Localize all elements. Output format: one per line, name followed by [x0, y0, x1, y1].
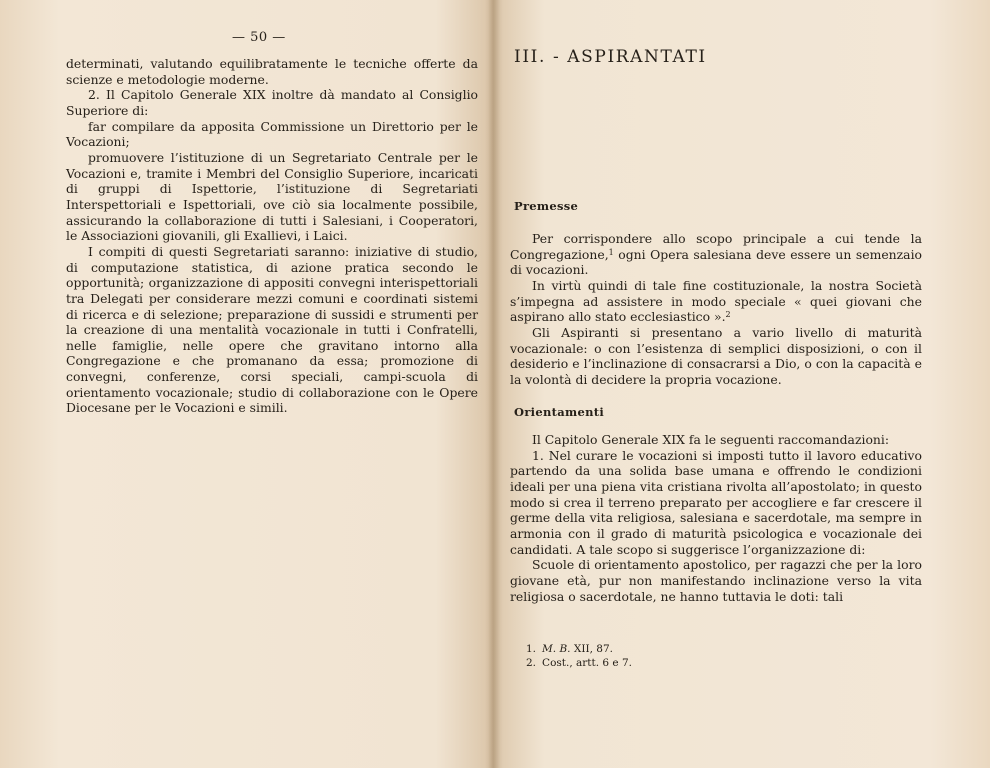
paragraph: I compiti di questi Segretariati saranno: iniziative di studio, di computazione statistica, di azione pratica secondo le opportunità; organizzazione di appositi convegni interispettoriali tra Delegati per considerare mezzi comuni e coordinati sistemi di ricerca e di selezione; preparazione di sussidi e strumenti per la creazione di una mentalità vocazionale in tutti i Confratelli, nelle famiglie, nelle opere che gravitano intorno alla Congregazione e che promanano da essa; promozione di convegni, conferenze, corsi speciali, campi-scuola di orientamento vocazionale; studio di collaborazione con le Opere Diocesane per le Vocazioni e simili.: [66, 243, 478, 416]
premesse-section: [510, 231, 922, 388]
chapter-title: III. - ASPIRANTATI: [514, 47, 707, 67]
text: In virtù quindi di tale fine costituzionale, la nostra Società s’impegna ad assistere in modo speciale « quei giovani che aspirano allo stato ecclesiastico ».: [510, 277, 922, 325]
footnote-number: 1.: [526, 643, 537, 655]
right-page: [496, 0, 990, 768]
text: Per corrispondere allo scopo principale a cui tende la Congregazione,: [510, 231, 922, 262]
footnote-text: XII, 87.: [570, 643, 613, 655]
paragraph: [510, 231, 922, 278]
paragraph: [510, 278, 922, 325]
section-heading-premesse: Premesse: [514, 199, 579, 213]
footnote: [526, 642, 632, 656]
footnote-text: Cost., artt. 6 e 7.: [542, 657, 632, 669]
footnotes: [526, 642, 632, 670]
section-heading-orientamenti: Orientamenti: [514, 405, 605, 419]
page-number: — 50 —: [232, 30, 286, 45]
paragraph: Il Capitolo Generale XIX fa le seguenti raccomandazioni:: [532, 432, 890, 447]
left-page-body: [66, 56, 478, 416]
footnote-ref: 2: [725, 310, 731, 320]
paragraph: 2. Il Capitolo Generale XIX inoltre dà mandato al Consiglio Superiore di:: [66, 87, 478, 118]
footnote: [526, 656, 632, 670]
paragraph: determinati, valutando equilibratamente le tecniche offerte da scienze e metodologie moderne.: [66, 56, 478, 87]
left-page: [0, 0, 494, 768]
footnote-number: 2.: [526, 657, 537, 669]
paragraph: Gli Aspiranti si presentano a vario livello di maturità vocazionale: o con l’esistenza di semplici disposizioni, o con il desiderio e l’inclinazione di consacrarsi a Dio, o con la capacità e la volontà di decidere la propria vocazione.: [510, 324, 922, 387]
orientamenti-section: [510, 432, 922, 604]
paragraph: 1. Nel curare le vocazioni si imposti tutto il lavoro educativo partendo da una solida base umana e offrendo le condizioni ideali per una piena vita cristiana rivolta all’apostolato; in questo modo si crea il terreno preparato per accogliere e far crescere il germe della vita religiosa, salesiana e sacerdotale, ma sempre in armonia con il grado di maturità psicologica e vocazionale dei candidati. A tale scopo si suggerisce l’organizzazione di:: [510, 447, 922, 557]
paragraph: promuovere l’istituzione di un Segretariato Centrale per le Vocazioni e, tramite i Membri del Consiglio Superiore, incaricati di gruppi di Ispettorie, l’istituzione di Segretariati Interspettoriali e Ispettoriali, ove ciò sia localmente possibile, assicurando la collaborazione di tutti i Salesiani, i Cooperatori, le Associazioni giovanili, gli Exallievi, i Laici.: [66, 149, 478, 244]
text: ogni Opera salesiana deve essere un semenzaio di vocazioni.: [510, 246, 922, 278]
paragraph: Scuole di orientamento apostolico, per ragazzi che per la loro giovane età, pur non manifestando inclinazione verso la vita religiosa o sacerdotale, ne hanno tuttavia le doti: tali: [510, 557, 922, 604]
footnote-ref-text: M. B.: [542, 643, 571, 655]
paragraph: far compilare da apposita Commissione un Direttorio per le Vocazioni;: [66, 118, 478, 150]
footnote-ref: 1: [608, 247, 614, 257]
